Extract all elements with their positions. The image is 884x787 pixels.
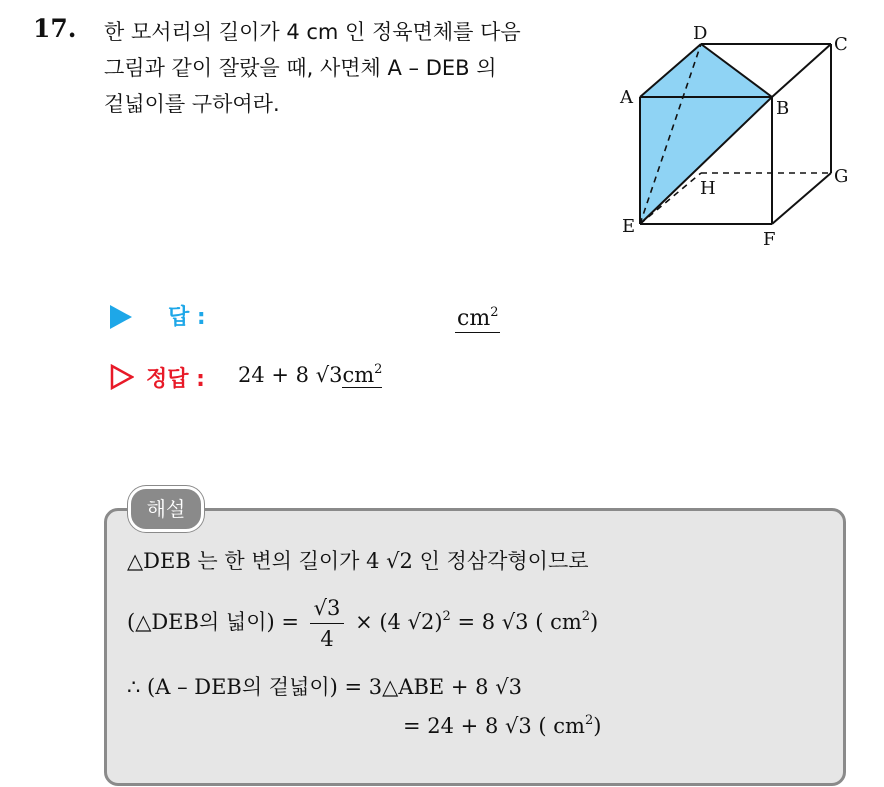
cube-figure [600, 20, 870, 250]
solution-line-2-exp: 2 [442, 609, 451, 624]
play-triangle-icon [110, 305, 132, 329]
times-sign: × [355, 610, 380, 634]
answer-label: 답 : [168, 305, 206, 330]
fraction-numerator: √3 [310, 593, 345, 624]
label-A: A [620, 87, 633, 108]
label-C: C [834, 34, 848, 55]
answer-unit-text: cm [457, 306, 491, 331]
solution-line-2-rhs: = 8 √3 ( cm [450, 610, 582, 634]
label-F: F [763, 229, 776, 250]
solution-line-4-text: = 24 + 8 √3 ( cm [403, 714, 585, 738]
fraction [310, 593, 345, 654]
solution-line-2-close: ) [590, 610, 599, 634]
answer-row [110, 300, 530, 334]
solution-line-4 [403, 713, 601, 738]
solution-tab: 해설 [128, 486, 204, 532]
answer-unit[interactable] [455, 300, 500, 333]
correct-answer-row [110, 360, 510, 394]
question-text [104, 14, 604, 122]
solution-line-2-lhs: (△DEB의 넓이) = [127, 610, 306, 634]
correct-unit-exp: 2 [374, 362, 383, 377]
solution-line-2-rhs-exp: 2 [581, 609, 591, 624]
label-B: B [776, 98, 790, 119]
triangle-face-ADB [640, 44, 772, 97]
solution-line-3: ∴ (A – DEB의 겉넓이) = 3△ABE + 8 √3 [127, 675, 522, 699]
question-number: 17. [33, 14, 77, 43]
label-D: D [693, 23, 708, 44]
solution-box [104, 508, 846, 786]
correct-unit-text: cm [342, 363, 375, 387]
solution-line-1: △DEB 는 한 변의 길이가 4 √2 인 정삼각형이므로 [127, 549, 589, 573]
question-line-3: 겉넓이를 구하여라. [104, 92, 280, 116]
label-H: H [700, 178, 716, 199]
correct-answer-value [238, 362, 382, 387]
solution-line-4-exp: 2 [584, 713, 594, 728]
question-line-2: 그림과 같이 잘랐을 때, 사면체 A – DEB 의 [104, 56, 497, 80]
solution-line-2-paren: (4 √2) [379, 610, 443, 634]
question-line-1: 한 모서리의 길이가 4 cm 인 정육면체를 다음 [104, 20, 521, 44]
answer-unit-exp: 2 [490, 305, 499, 320]
correct-value-expr: 24 + 8 √3 [238, 363, 343, 387]
solution-line-4-close: ) [593, 714, 602, 738]
correct-value-unit [342, 363, 382, 388]
correct-answer-label: 정답 : [146, 367, 205, 392]
label-G: G [834, 166, 849, 187]
solution-line-2 [127, 593, 598, 654]
outline-triangle-icon [110, 364, 134, 390]
label-E: E [622, 216, 636, 237]
fraction-denominator: 4 [320, 627, 334, 651]
